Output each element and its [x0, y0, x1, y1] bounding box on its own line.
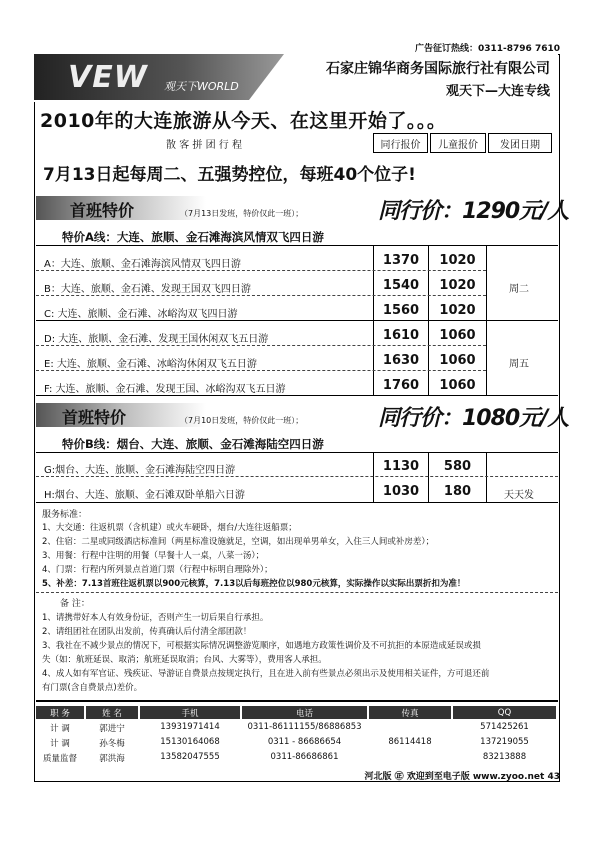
divider: [36, 295, 486, 296]
contact-role: 计 调: [50, 739, 70, 749]
divider: [373, 452, 374, 502]
col-itinerary: 散 客 拼 团 行 程: [36, 133, 372, 153]
note-item: 3、我社在不减少景点的情况下，可根据实际情况调整游览顺序，如遇地方政策性调价及不可抗拒的本原造成延误或损: [42, 641, 481, 651]
promo-line: 7月13日起每周二、五强势控位，每班40个位子!: [43, 165, 416, 185]
child-price: 1060: [439, 378, 476, 393]
child-price: 580: [443, 459, 472, 474]
divider: [36, 320, 558, 321]
contact-name: 孙冬梅: [99, 739, 125, 749]
divider: [36, 700, 558, 702]
divider: [36, 452, 558, 453]
divider: [428, 452, 429, 502]
logo: VEW: [68, 60, 148, 95]
child-price: 1060: [439, 353, 476, 368]
divider: [36, 592, 558, 593]
contact-phone: 0311-86686861: [270, 752, 339, 762]
peer-price: 1540: [382, 278, 420, 293]
contact-mobile: 15130164068: [160, 737, 220, 747]
standards-title: 服务标准：: [42, 510, 88, 520]
contact-mobile: 13931971414: [160, 722, 220, 732]
standard-item: 4、门票：行程内所列景点首道门票（行程中标明自理除外）；: [42, 565, 273, 575]
child-price: 1020: [439, 303, 476, 318]
child-price: 1060: [439, 328, 476, 343]
divider: [36, 370, 486, 371]
contact-qq: 83213888: [482, 752, 527, 762]
note-item: 1、请携带好本人有效身份证，否则产生一切后果自行承担。: [42, 613, 269, 623]
line-b-title: 特价B线：烟台、大连、旅顺、金石滩海陆空四日游: [62, 437, 324, 451]
note-item: 有门票(含自费景点)差价。: [42, 683, 143, 693]
ad-hotline: 广告征订热线：0311-8796 7610: [414, 44, 560, 54]
divider: [36, 270, 486, 271]
peer-price: 1630: [382, 353, 420, 368]
peer-price: 1760: [382, 378, 420, 393]
peer-price: 1370: [382, 253, 420, 268]
divider: [36, 395, 558, 396]
logo-subtitle: 观天下WORLD: [164, 80, 239, 93]
note-item: 4、成人如有军官证、残疾证、导游证自费景点按规定执行，且在进入前有些景点必须出示及使用相关证件，方可退还前: [42, 669, 490, 679]
headline: 2010年的大连旅游从今天、在这里开始了。。。: [40, 110, 447, 132]
banner-a-note: （7月13日发班，特价仅此一班）；: [180, 209, 304, 218]
banner-b-label: 首班特价: [62, 408, 127, 427]
peer-price: 1130: [382, 459, 420, 474]
divider: [36, 345, 486, 346]
notes-title: 备 注：: [60, 599, 90, 609]
contact-header-phone: 电话: [242, 706, 367, 719]
divider: [486, 452, 487, 502]
footer: 河北版 ㊣ 欢迎到至电子版 www.zyoo.net 43: [364, 772, 560, 782]
tour-row-g: G:烟台、大连、旅顺、金石滩海陆空四日游: [44, 465, 236, 476]
peer-price: 1560: [382, 303, 420, 318]
child-price: 180: [443, 484, 472, 499]
col-departure-date: 发团日期: [488, 133, 552, 153]
tour-row-b: B：大连、旅顺、金石滩、发现王国双飞四日游: [44, 284, 251, 295]
contact-qq: 571425261: [480, 722, 529, 732]
contact-role: 质量监督: [42, 754, 77, 764]
tour-row-e: E: 大连、旅顺、金石滩、冰峪沟休闲双飞五日游: [44, 359, 257, 370]
contact-header-fax: 传真: [369, 706, 451, 719]
departure-day-daily: 天天发: [504, 490, 534, 501]
divider: [36, 245, 558, 246]
peer-price: 1030: [382, 484, 420, 499]
contact-mobile: 13582047555: [160, 752, 220, 762]
company-name: 石家庄锦华商务国际旅行社有限公司: [326, 61, 550, 77]
contact-header-role: 职 务: [36, 706, 84, 719]
note-item: 失（如：航班延误、取消；航班延误取消；台风、大雾等），费用客人承担。: [42, 655, 327, 665]
standard-item: 1、大交通：往返机票（含机建）或火车硬卧，烟台/大连往返船票；: [42, 523, 297, 533]
departure-day-tue: 周二: [509, 284, 529, 295]
peer-price: 1610: [382, 328, 420, 343]
tour-row-a: A：大连、旅顺、金石滩海滨风情双飞四日游: [44, 259, 241, 270]
departure-day-fri: 周五: [509, 359, 529, 370]
contact-name: 郭进宁: [99, 724, 125, 734]
banner-a-label: 首班特价: [70, 201, 135, 220]
tour-row-f: F: 大连、旅顺、金石滩、发现王国、冰峪沟双飞五日游: [44, 384, 286, 395]
col-child-price: 儿童报价: [430, 133, 486, 153]
tour-row-c: C: 大连、旅顺、金石滩、冰峪沟双飞四日游: [44, 309, 238, 320]
child-price: 1020: [439, 278, 476, 293]
contact-fax: 86114418: [388, 737, 432, 747]
standard-item: 3、用餐：行程中注明的用餐（早餐十人一桌，八菜一汤）；: [42, 551, 265, 561]
tour-row-h: H:烟台、大连、旅顺、金石滩双卧单船六日游: [44, 490, 245, 501]
contact-header-name: 姓 名: [86, 706, 138, 719]
standard-item: 2、住宿：二星或同级酒店标准间（两星标准设施就足，空调，如出现单男单女，入住三人间或补房差）；: [42, 537, 435, 547]
line-a-title: 特价A线：大连、旅顺、金石滩海滨风情双飞四日游: [62, 230, 324, 244]
banner-b-note: （7月10日发班，特价仅此一班）；: [180, 416, 304, 425]
contact-header-mobile: 手机: [140, 706, 240, 719]
contact-qq: 137219055: [480, 737, 529, 747]
contact-header-qq: QQ: [453, 706, 556, 719]
divider: [36, 476, 558, 477]
tour-row-d: D: 大连、旅顺、金石滩、发现王国休闲双飞五日游: [44, 334, 269, 345]
route-line: 观天下—大连专线: [445, 84, 550, 99]
header: [34, 54, 558, 102]
contact-phone: 0311 - 86686654: [267, 737, 342, 747]
divider: [36, 502, 558, 503]
price-b: 同行价：1080元/人: [378, 406, 569, 431]
child-price: 1020: [439, 253, 476, 268]
contact-role: 计 调: [50, 724, 70, 734]
price-a: 同行价：1290元/人: [378, 199, 569, 224]
col-peer-price: 同行报价: [373, 133, 428, 153]
standard-item: 5、补差：7.13首班往返机票以900元核算，7.13以后每班控位以980元核算，实际操作以实际出票折扣为准！: [42, 579, 466, 589]
contact-name: 郭洪海: [99, 754, 125, 764]
note-item: 2、请组团社在团队出发前，传真确认后付清全部团款！: [42, 627, 252, 637]
contact-phone: 0311-86111155/86886853: [247, 722, 362, 732]
